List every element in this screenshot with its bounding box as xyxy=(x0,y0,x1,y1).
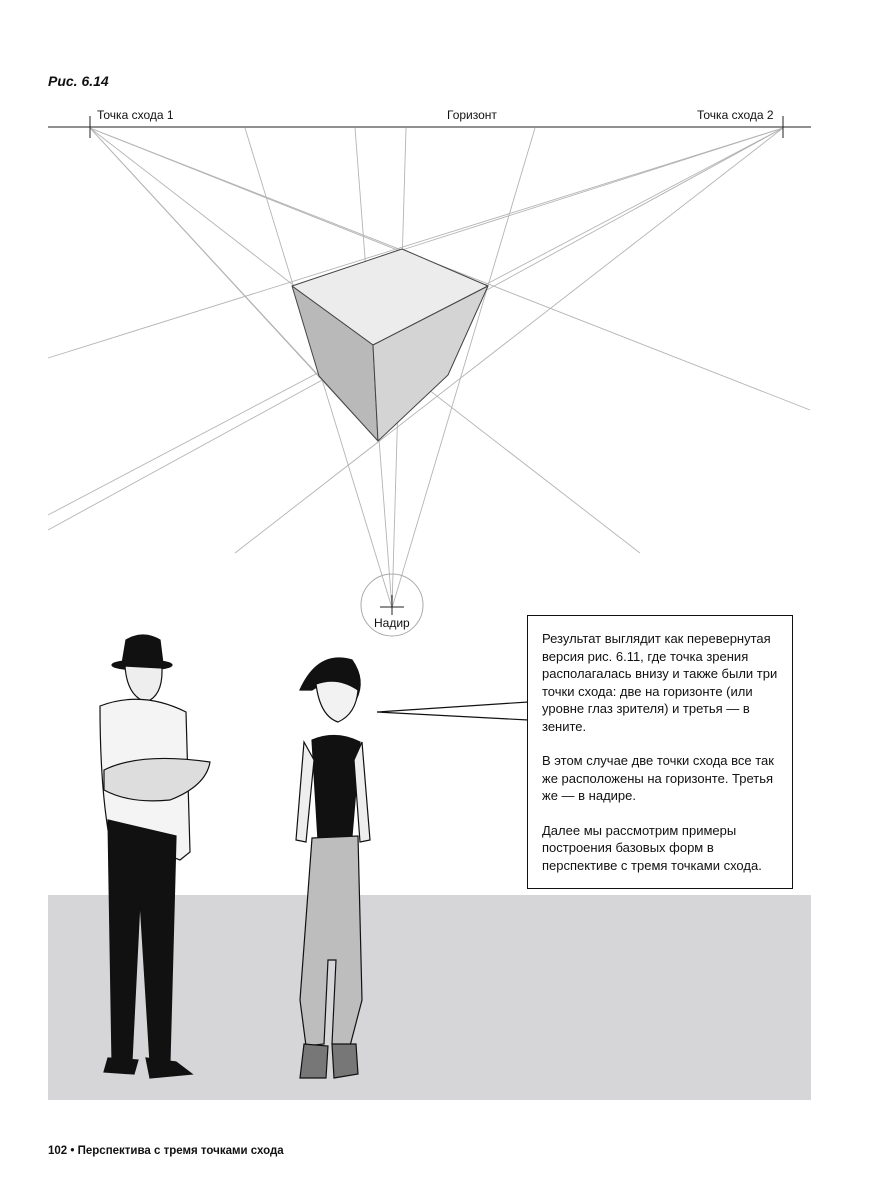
horizon-label: Горизонт xyxy=(447,108,497,122)
callout-paragraph-1: Результат выглядит как перевернутая версия рис. 6.11, где точка зрения располагалась внизу и также были три точки схода: две на горизонте (или уровне глаз зрителя) и третья — в зените. xyxy=(542,631,778,734)
callout-pointer xyxy=(377,702,528,720)
chapter-title: Перспектива с тремя точками схода xyxy=(77,1145,284,1157)
cube xyxy=(292,249,488,441)
callout-paragraph-3: Далее мы рассмотрим примеры построения базовых форм в перспективе с тремя точками схода. xyxy=(542,822,762,873)
nadir-label: Надир xyxy=(374,616,410,630)
page-number: 102 xyxy=(48,1145,68,1157)
footer-bullet: • xyxy=(70,1145,75,1157)
figure-label: Рис. 6.14 xyxy=(48,73,109,89)
page-footer xyxy=(48,1145,284,1157)
vanishing-point-2-label: Точка схода 2 xyxy=(697,108,774,122)
callout-paragraph-2: В этом случае две точки схода все так же расположены на горизонте. Третья же — в надире. xyxy=(542,753,774,803)
callout-box xyxy=(527,615,793,889)
vanishing-point-1-label: Точка схода 1 xyxy=(97,108,174,122)
